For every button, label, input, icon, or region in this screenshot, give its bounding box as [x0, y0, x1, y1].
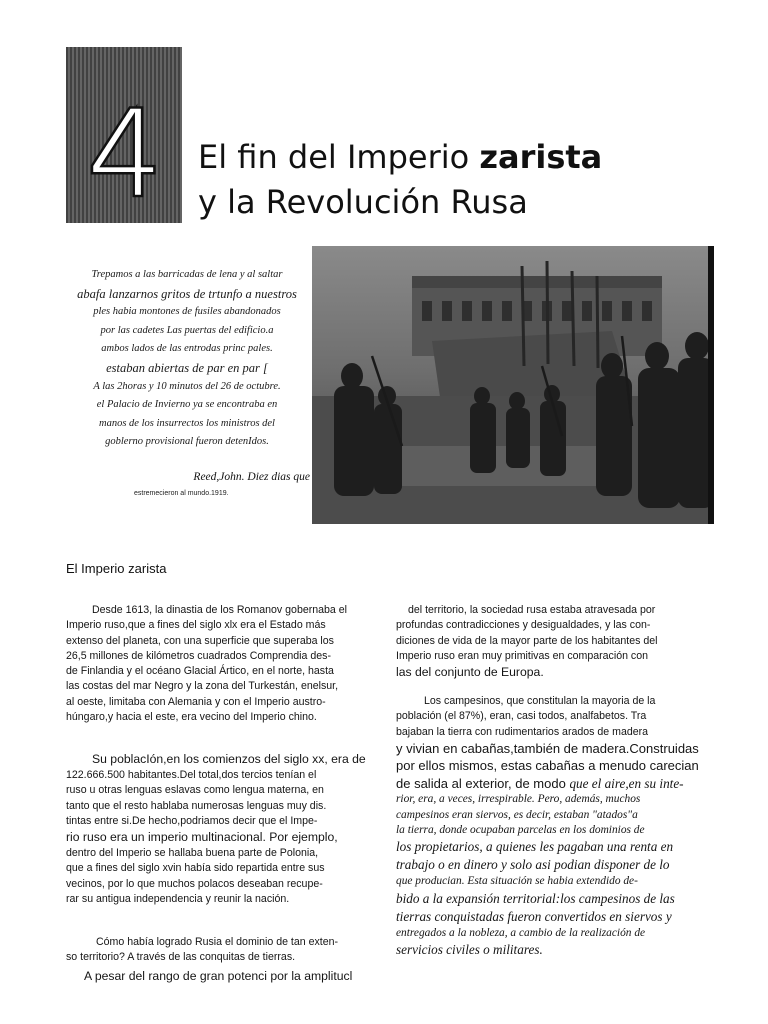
right-column-paragraph-2	[396, 694, 699, 959]
quote-line: A las 2horas y 10 minutos del 26 de octubre.	[93, 380, 281, 392]
text-line: 26,5 millones de kilómetros cuadrados Comprendia des-	[66, 649, 331, 662]
text-line: población (el 87%), eran, casi todos, analfabetos. Tra	[396, 710, 647, 723]
text-line: campesinos eran siervos, es decir, estaban "atados"a	[396, 808, 638, 821]
quote-citation: Reed,John. Diez dias que	[193, 471, 310, 483]
left-column-paragraph-1	[66, 603, 347, 725]
text-line: rar su antigua independencia y reunir la nación.	[66, 893, 290, 906]
quote-line: goblerno provisional fueron detenIdos.	[105, 436, 269, 448]
text-line: bajaban la tierra con rudimentarios arados de madera	[396, 725, 649, 738]
text-line: la tierra, donde ocupaban parcelas en los dominios de	[396, 823, 645, 836]
quote-line: estaban abiertas de par en par [	[106, 360, 268, 375]
chapter-title-line2: y la Revolución Rusa	[198, 183, 528, 221]
chapter-title	[198, 135, 602, 225]
text-line: tierras conquistadas fueron convertidos en siervos y	[396, 908, 672, 924]
text-line: extenso del planeta, con una superficie que superaba los	[66, 634, 334, 647]
text-line: entregados a la nobleza, a cambio de la realización de	[396, 926, 646, 939]
left-column-paragraph-4: A pesar del rango de gran potenci por la amplitucl	[84, 969, 353, 983]
left-column-paragraph-2	[66, 751, 366, 907]
text-line	[396, 775, 699, 793]
text-line: tanto que el resto hablaba numerosas lenguas muy dis.	[66, 799, 327, 812]
text-line: ruso u otras lenguas eslavas como lengua materna, en	[66, 784, 324, 797]
quote-line: ambos lados de las entrodas princ pales.	[101, 343, 273, 355]
text-fragment-italic: que el aire,en su inte-	[569, 775, 684, 791]
chapter-number: 4	[87, 85, 161, 223]
text-line: tintas entre si.De hecho,podriamos decir que el Impe-	[66, 814, 318, 827]
text-line: so territorio? A través de las conquitas de tierras.	[66, 951, 296, 964]
text-line: las costas del mar Negro y la zona del Turkestán, enelsur,	[66, 680, 339, 693]
text-line: 122.666.500 habitantes.Del total,dos tercios tenían el	[66, 769, 317, 781]
quote-line: ples habia montones de fusiles abandonados	[93, 306, 281, 318]
quote-line: manos de los insurrectos los ministros del	[99, 417, 275, 429]
epigraph-quote	[58, 266, 316, 452]
text-line: que producian. Esta situación se habia extendido de-	[396, 875, 638, 888]
quote-line: Trepamos a las barricadas de lena y al saltar	[91, 269, 283, 280]
chapter-title-emphasis: zarista	[479, 138, 603, 176]
chapter-title-line1: El fin del Imperio	[198, 138, 480, 176]
text-line: dentro del Imperio se hallaba buena parte de Polonia,	[66, 847, 319, 860]
text-line: diciones de vida de la mayor parte de los habitantes del	[396, 634, 658, 647]
text-line: que a fines del siglo xvin había sido repartida entre sus	[66, 862, 325, 875]
text-line: rio ruso era un imperio multinacional. Por ejemplo,	[66, 830, 338, 845]
text-line: Desde 1613, la dinastia de los Romanov gobernaba el	[92, 604, 348, 616]
text-line: las del conjunto de Europa.	[396, 665, 544, 680]
quote-line: por las cadetes Las puertas del edificio.a	[100, 324, 274, 336]
text-line: al oeste, limitaba con Alemania y con el Imperio austro-	[66, 695, 326, 708]
text-line: y vivian en cabañas,también de madera.Construidas	[396, 740, 699, 756]
text-line: húngaro,y hacia el este, era vecino del Imperio chino.	[66, 711, 317, 724]
text-line: trabajo o en dinero y solo asi podian disponer de lo	[396, 857, 670, 873]
quote-line: abafa lanzarnos gritos de trtunfo a nuestros	[77, 286, 297, 301]
quote-line: el Palacio de Invierno ya se encontraba en	[96, 399, 278, 411]
text-line: bido a la expansión territorial:los campesinos de las	[396, 890, 675, 906]
text-line: profundas contradicciones y desigualdades, y las con-	[396, 619, 651, 632]
text-fragment: de salida al exterior, de modo	[396, 775, 570, 791]
text-line: rior, era, a veces, irrespirable. Pero, además, muchos	[396, 793, 641, 806]
text-line: de Finlandia y el océano Glacial Ártico, en el norte, hasta	[66, 665, 334, 678]
text-line: vecinos, por lo que muchos polacos deseaban recupe-	[66, 877, 323, 890]
text-line: del territorio, la sociedad rusa estaba atravesada por	[408, 604, 656, 616]
quote-citation-sub: estremecieron al mundo.1919.	[134, 490, 229, 497]
text-line: Cómo había logrado Rusia el dominio de tan exten-	[96, 936, 339, 948]
right-column-paragraph-1	[396, 603, 657, 681]
text-line: por ellos mismos, estas cabañas a menudo carecian	[396, 758, 699, 774]
left-column-paragraph-3	[66, 935, 338, 966]
text-line: Los campesinos, que constitulan la mayoria de la	[424, 695, 656, 707]
text-line: Su poblacIón,en los comienzos del siglo xx, era de	[92, 752, 366, 766]
historical-photo	[312, 246, 714, 524]
text-line: servicios civiles o militares.	[396, 941, 543, 957]
text-line: Imperio ruso,que a fines del siglo xlx era el Estado más	[66, 619, 326, 632]
text-line: Imperio ruso eran muy primitivas en comparación con	[396, 649, 648, 662]
section-heading: El Imperio zarista	[66, 561, 167, 576]
text-line: los propietarios, a quienes les pagaban una renta en	[396, 839, 674, 855]
